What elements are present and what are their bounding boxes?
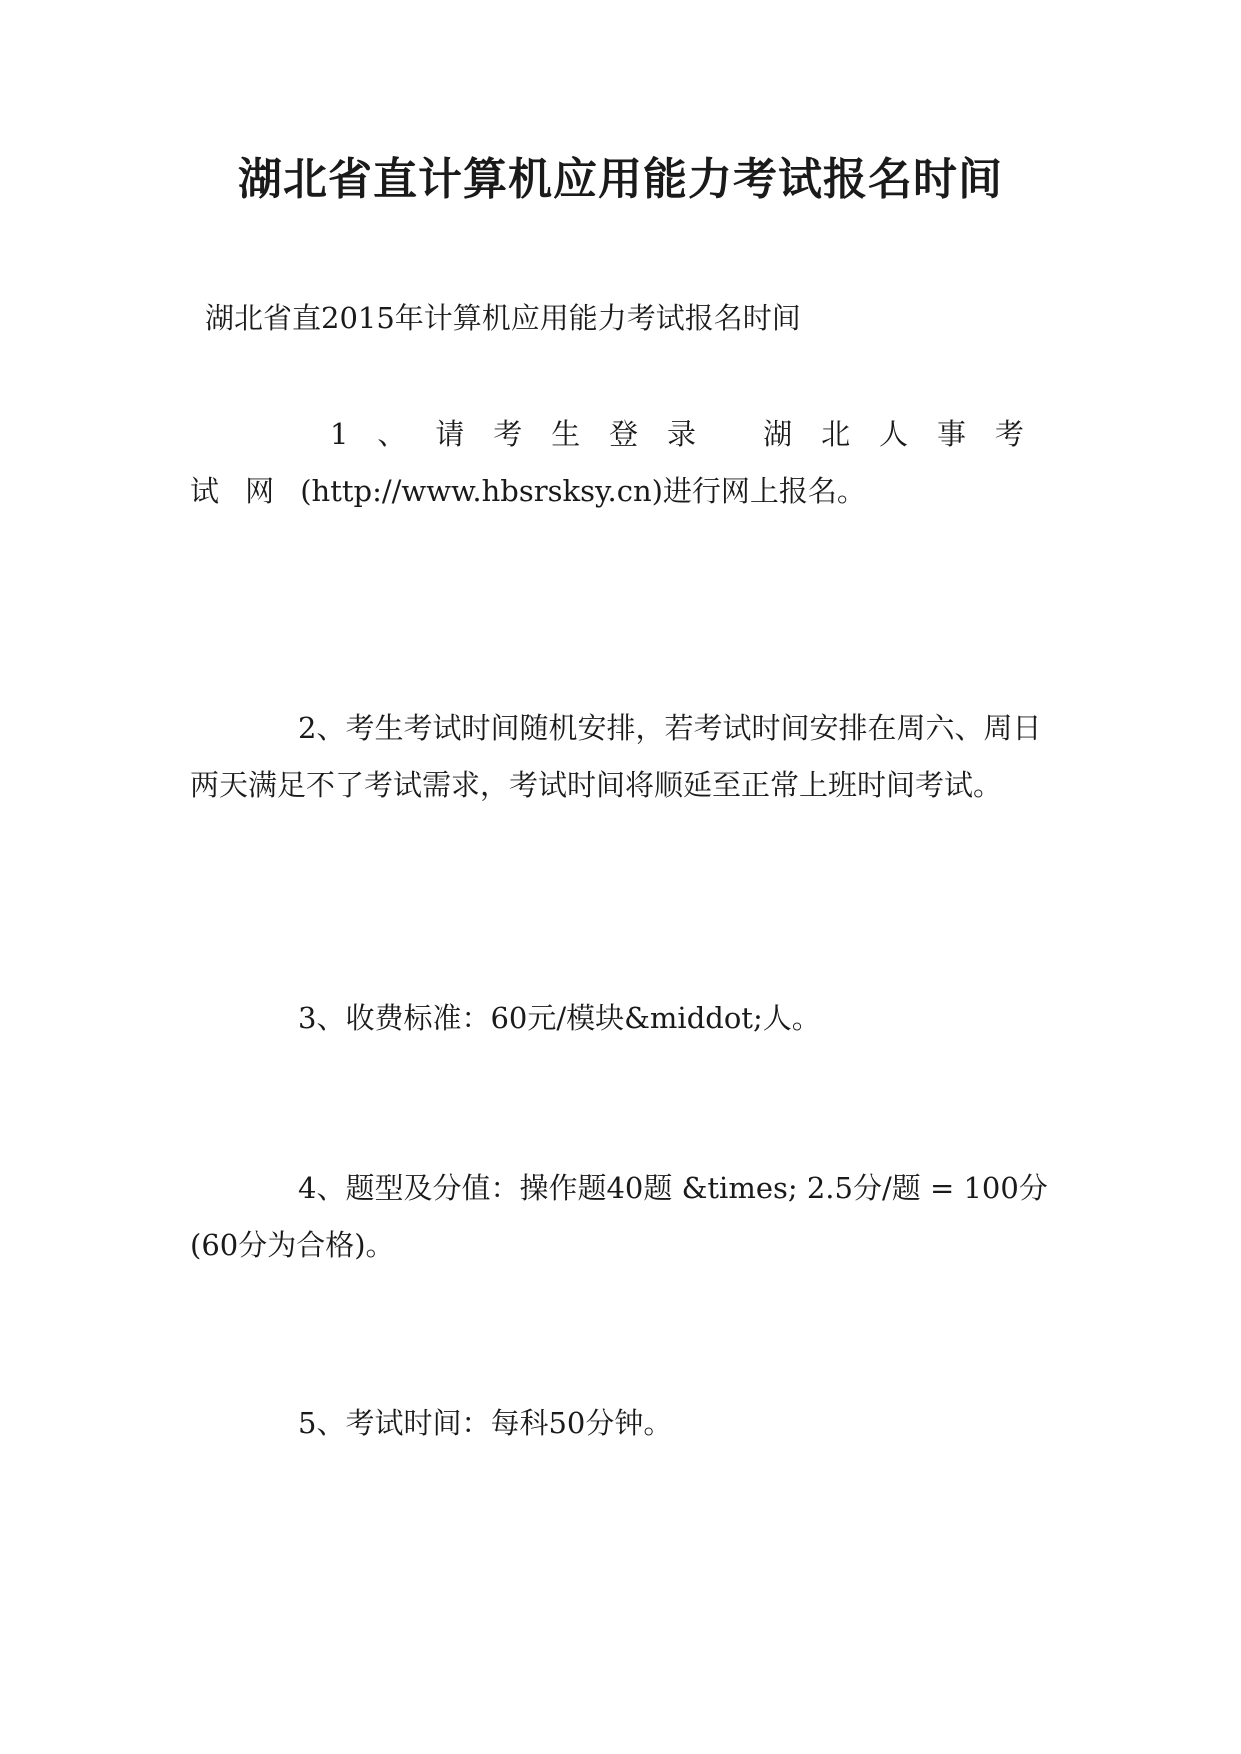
- item-1: [190, 406, 1050, 520]
- intro-line: 湖北省直2015年计算机应用能力考试报名时间: [205, 301, 801, 335]
- item-1-rest: (http://www.hbsrsksy.cn)进行网上报名。: [300, 474, 866, 508]
- item-4: 4、题型及分值：操作题40题 &times; 2.5分/题 = 100分 (60分为合格)。: [190, 1171, 1048, 1262]
- item-3: 3、收费标准：60元/模块&middot;人。: [298, 1001, 821, 1035]
- item-2: 2、考生考试时间随机安排，若考试时间安排在周六、周日两天满足不了考试需求，考试时间将顺延至正常上班时间考试。: [190, 711, 1042, 802]
- document-title: 湖北省直计算机应用能力考试报名时间: [238, 154, 1003, 205]
- item-1-lead: 1、请考生登录 湖北人事考试网: [190, 417, 1050, 508]
- item-5: 5、考试时间：每科50分钟。: [298, 1406, 673, 1440]
